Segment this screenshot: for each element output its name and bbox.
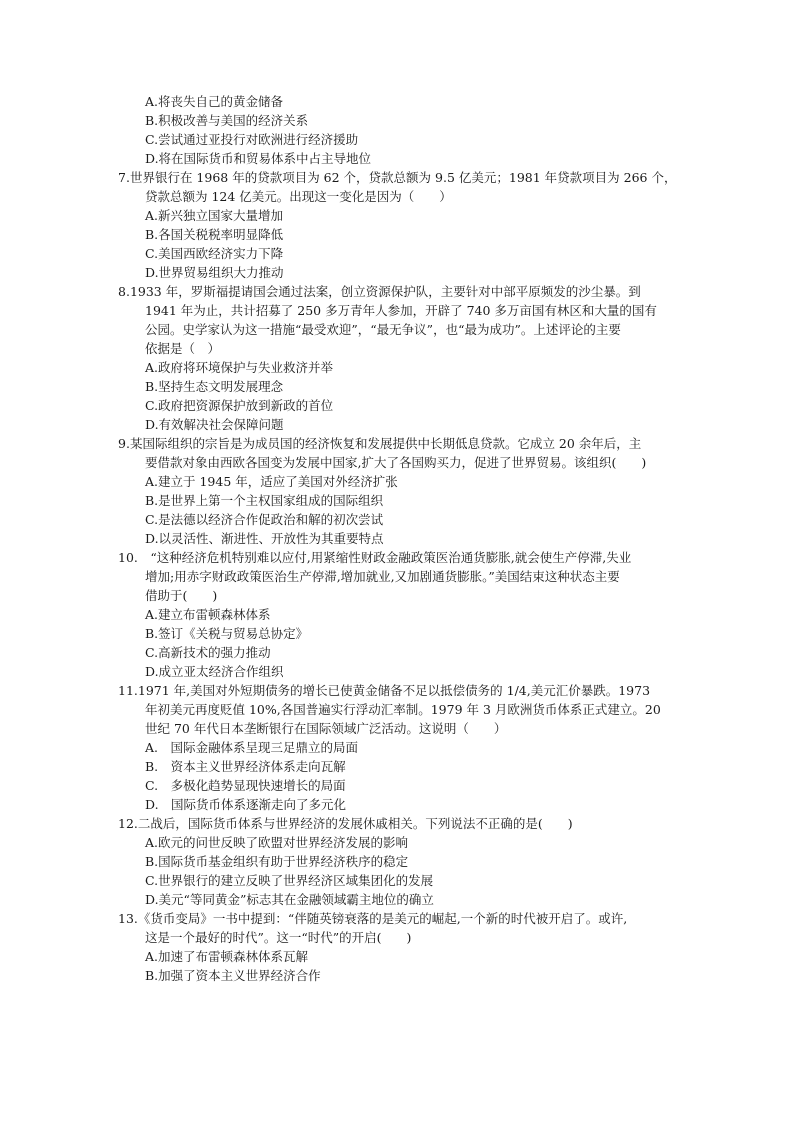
question-stem-line: [118, 814, 708, 833]
question-stem-line: 依据是（ ）: [145, 341, 221, 356]
question-stem-line: 世纪 70 年代日本垄断银行在国际领域广泛活动。这说明（ ）: [145, 721, 507, 736]
question-stem-line: 1941 年为止，共计招募了 250 多万青年人参加，开辟了 740 多万亩国有林区和大量的国有: [145, 303, 657, 318]
question-stem-line: [118, 548, 708, 567]
option-line: C.是法德以经济合作促政治和解的初次尝试: [145, 512, 384, 527]
option-line: A.建立布雷顿森林体系: [145, 607, 271, 622]
option-line: A.欧元的问世反映了欧盟对世界经济发展的影响: [145, 835, 409, 850]
option-line: B.国际货币基金组织有助于世界经济秩序的稳定: [145, 854, 409, 869]
option-line: C.美国西欧经济实力下降: [145, 246, 284, 261]
option-line: D.有效解决社会保障问题: [145, 417, 284, 432]
option-line: A. 国际金融体系呈现三足鼎立的局面: [145, 740, 359, 755]
option-line: D.将在国际货币和贸易体系中占主导地位: [145, 151, 372, 166]
option-line: C. 多极化趋势显现快速增长的局面: [145, 778, 346, 793]
question-number: 12.: [118, 816, 138, 831]
option-line: A.政府将环境保护与失业救济并举: [145, 360, 334, 375]
option-line: B.是世界上第一个主权国家组成的国际组织: [145, 493, 384, 508]
question-stem-line: 增加;用赤字财政政策医治生产停滞,增加就业,又加剧通货膨胀。”美国结束这种状态主要: [145, 569, 620, 584]
question-number: 11.: [118, 683, 138, 698]
question-stem-line: [118, 282, 708, 301]
question-stem-text: 二战后，国际货币体系与世界经济的发展休戚相关。下列说法不正确的是( ): [137, 816, 573, 831]
option-line: B. 资本主义世界经济体系走向瓦解: [145, 759, 346, 774]
option-line: B.各国关税税率明显降低: [145, 227, 284, 242]
question-stem-text: 世界银行在 1968 年的贷款项目为 62 个，贷款总额为 9.5 亿美元；1981 年贷款项目为 266 个，: [129, 170, 677, 185]
option-line: D.成立亚太经济合作组织: [145, 664, 284, 679]
question-stem-line: 这是一个最好的时代”。这一“时代”的开启( ): [145, 930, 412, 945]
option-line: A.加速了布雷顿森林体系瓦解: [145, 949, 309, 964]
option-line: C.政府把资源保护放到新政的首位: [145, 398, 334, 413]
option-line: B.坚持生态文明发展理念: [145, 379, 284, 394]
question-stem-line: 借助于( ): [145, 588, 218, 603]
question-stem-line: 要借款对象由西欧各国变为发展中国家,扩大了各国购买力，促进了世界贸易。该组织( ): [145, 455, 647, 470]
option-line: A.新兴独立国家大量增加: [145, 208, 284, 223]
option-line: C.高新技术的强力推动: [145, 645, 271, 660]
question-stem-text: 某国际组织的宗旨是为成员国的经济恢复和发展提供中长期低息贷款。它成立 20 余年后，主: [129, 436, 642, 451]
question-stem-line: [118, 168, 708, 187]
option-line: C.世界银行的建立反映了世界经济区域集团化的发展: [145, 873, 434, 888]
question-stem-line: [118, 434, 708, 453]
option-line: A.建立于 1945 年，适应了美国对外经济扩张: [145, 474, 398, 489]
question-number: 7.: [118, 170, 130, 185]
question-stem-line: 年初美元再度贬值 10%,各国普遍实行浮动汇率制。1979 年 3 月欧洲货币体系正式建立。20: [145, 702, 661, 717]
option-line: B.签订《关税与贸易总协定》: [145, 626, 309, 641]
question-stem-line: [118, 909, 708, 928]
question-content: [118, 92, 708, 985]
option-line: C.尝试通过亚投行对欧洲进行经济援助: [145, 132, 359, 147]
question-number: 13.: [118, 911, 138, 926]
question-stem-text: “这种经济危机特别难以应付,用紧缩性财政金融政策医治通货膨胀,就会使生产停滞,失业: [137, 550, 632, 565]
question-number: 10.: [118, 550, 138, 565]
question-number: 9.: [118, 436, 130, 451]
option-line: B.积极改善与美国的经济关系: [145, 113, 309, 128]
option-line: A.将丧失自己的黄金储备: [145, 94, 284, 109]
question-stem-text: 1933 年，罗斯福提请国会通过法案，创立资源保护队，主要针对中部平原频发的沙尘暴。到: [129, 284, 641, 299]
option-line: D.美元“等同黄金”标志其在金融领域霸主地位的确立: [145, 892, 434, 907]
question-stem-text: 《货币变局》一书中提到：“伴随英镑衰落的是美元的崛起,一个新的时代被开启了。或许,: [137, 911, 628, 926]
option-line: D.世界贸易组织大力推动: [145, 265, 284, 280]
question-number: 8.: [118, 284, 130, 299]
option-line: B.加强了资本主义世界经济合作: [145, 968, 321, 983]
option-line: D. 国际货币体系逐渐走向了多元化: [145, 797, 347, 812]
option-line: D.以灵活性、渐进性、开放性为其重要特点: [145, 531, 384, 546]
question-stem-text: 1971 年,美国对外短期债务的增长已使黄金储备不足以抵偿债务的 1/4,美元汇价暴跌。1973: [137, 683, 651, 698]
question-stem-line: [118, 681, 708, 700]
question-stem-line: 贷款总额为 124 亿美元。出现这一变化是因为（ ）: [145, 189, 452, 204]
question-stem-line: 公园。史学家认为这一措施“最受欢迎”，“最无争议”，也“最为成功”。上述评论的主要: [145, 322, 621, 337]
